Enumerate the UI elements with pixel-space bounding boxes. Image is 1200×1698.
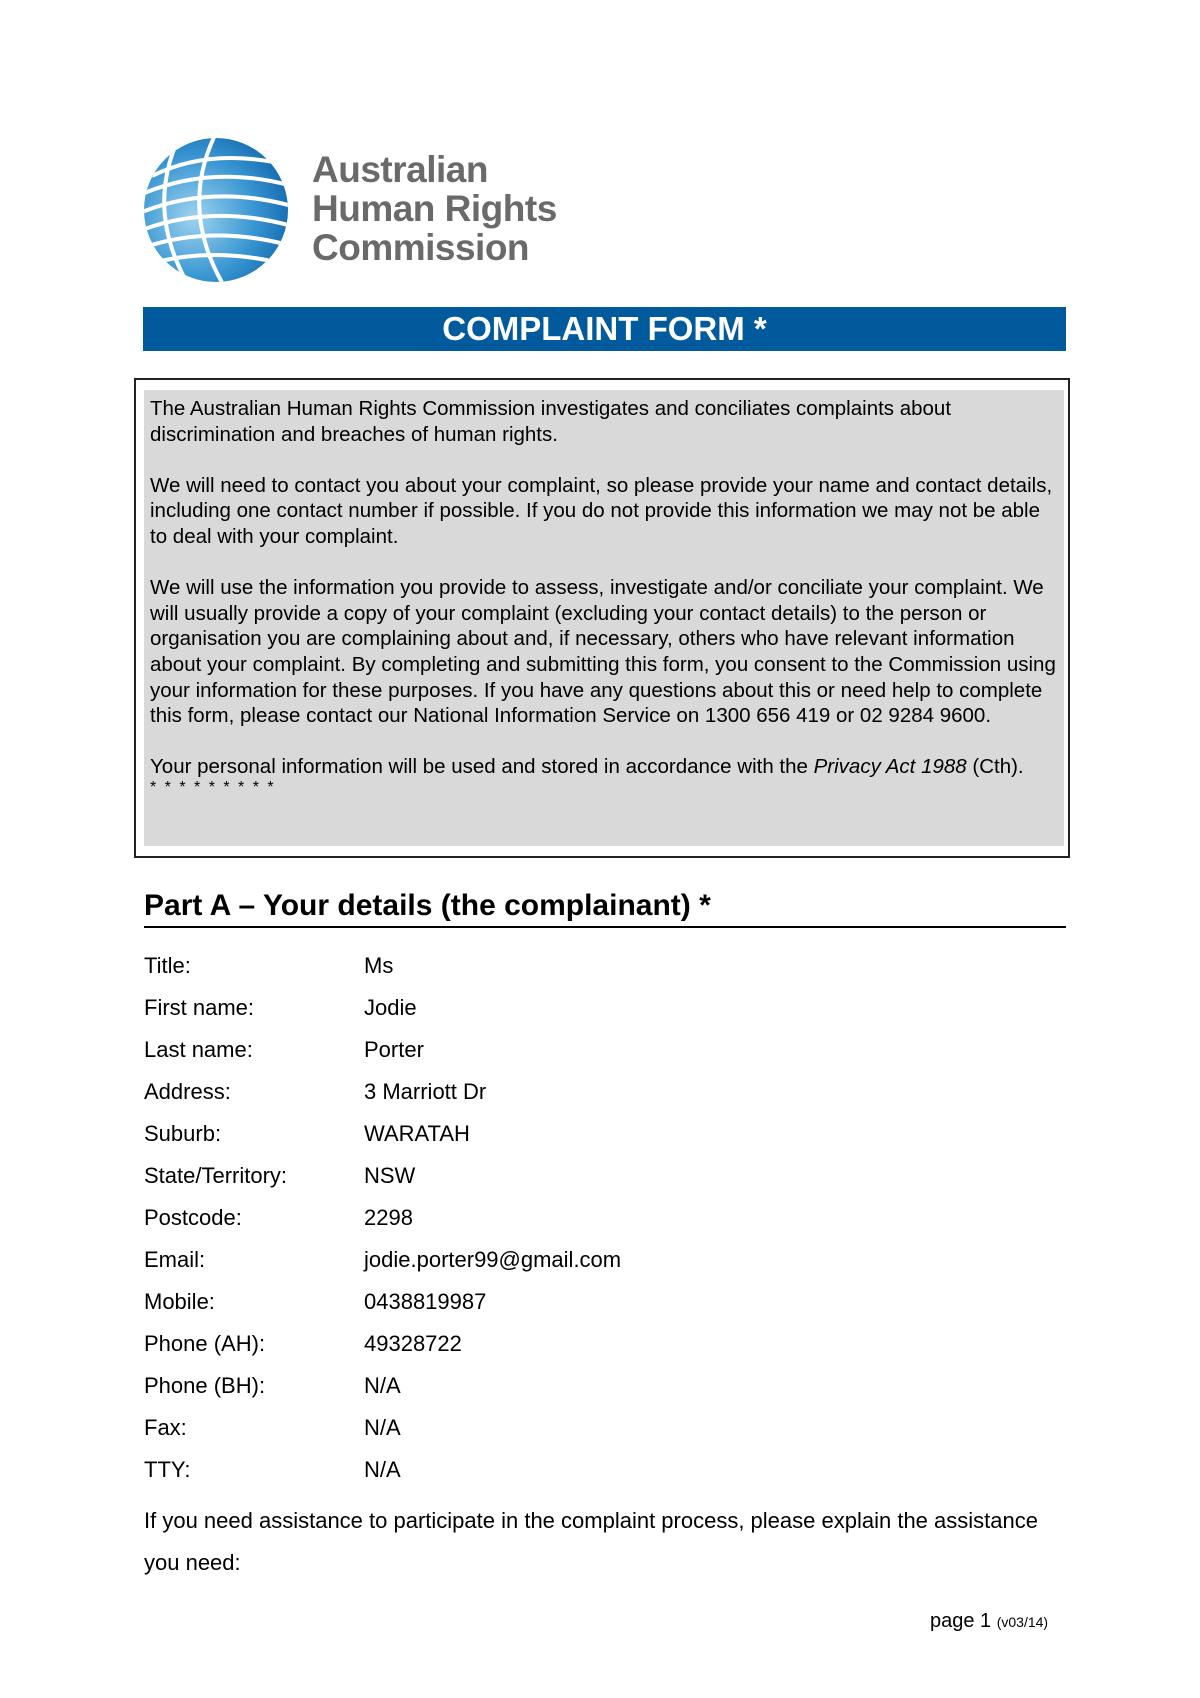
field-label: Phone (AH): (144, 1331, 266, 1356)
privacy-notice-content (144, 390, 1068, 846)
field-value: jodie.porter99@gmail.com (364, 1247, 622, 1272)
field-value: Ms (364, 953, 394, 978)
field-label: Address: (144, 1079, 231, 1104)
logo-wordmark (312, 150, 557, 267)
form-version: (v03/14) (996, 1614, 1049, 1630)
field-value: N/A (364, 1373, 401, 1398)
field-value: Jodie (364, 995, 417, 1020)
notice-stars: * * * * * * * * * (150, 778, 276, 796)
detail-row (144, 1203, 1066, 1245)
field-value: Porter (364, 1037, 424, 1062)
field-label: First name: (144, 995, 255, 1020)
assistance-prompt: If you need assistance to participate in the complaint process, please explain the assistance you need: (144, 1508, 1038, 1575)
detail-row (144, 1077, 1066, 1119)
notice-p4-before: Your personal information will be used and stored in accordance with the (150, 755, 814, 779)
privacy-notice-box (134, 378, 1070, 858)
complainant-details (144, 951, 1066, 1497)
field-label: TTY: (144, 1457, 191, 1482)
notice-paragraph-3: We will use the information you provide to assess, investigate and/or conciliate your complaint. We will usually provide a copy of your complaint (excluding your contact details) to the person or organisation you are complaining about and, if necessary, others who have relevant information about your complaint. By completing and submitting this form, you consent to the Commission using your information for these purposes. If you have any questions about this or need help to complete this form, please contact our National Information Service on 1300 656 419 or 02 9284 9600. (150, 576, 1056, 728)
detail-row (144, 1161, 1066, 1203)
page-label: page 1 (930, 1610, 992, 1632)
globe-logo-icon (142, 136, 290, 284)
field-label: Fax: (144, 1415, 187, 1440)
detail-row (144, 951, 1066, 993)
field-label: Phone (BH): (144, 1373, 266, 1398)
detail-row (144, 1245, 1066, 1287)
detail-row (144, 1371, 1066, 1413)
detail-row (144, 1035, 1066, 1077)
commission-logo (142, 136, 582, 286)
field-label: Email: (144, 1247, 206, 1272)
field-value: 2298 (364, 1205, 413, 1230)
part-a-heading: Part A – Your details (the complainant) * (144, 886, 1066, 928)
notice-paragraph-1: The Australian Human Rights Commission investigates and conciliates complaints about discrimination and breaches of human rights. (150, 397, 952, 446)
field-label: Postcode: (144, 1205, 242, 1230)
field-value: N/A (364, 1415, 401, 1440)
privacy-act-title: Privacy Act 1988 (813, 755, 967, 779)
form-title-banner: COMPLAINT FORM * (143, 307, 1066, 351)
field-label: Last name: (144, 1037, 253, 1062)
field-value: 3 Marriott Dr (364, 1079, 487, 1104)
notice-p4-after: (Cth). (966, 755, 1024, 779)
field-value: NSW (364, 1163, 416, 1188)
logo-line-1: Australian (312, 149, 488, 190)
detail-row (144, 1119, 1066, 1161)
field-value: WARATAH (364, 1121, 470, 1146)
field-value: 49328722 (364, 1331, 462, 1356)
detail-row (144, 1287, 1066, 1329)
page-number (930, 1610, 1048, 1633)
detail-row (144, 1413, 1066, 1455)
notice-paragraph-4 (150, 754, 1058, 780)
field-label: Mobile: (144, 1289, 215, 1314)
logo-line-3: Commission (312, 227, 530, 268)
field-value: N/A (364, 1457, 401, 1482)
detail-row (144, 993, 1066, 1035)
field-label: Suburb: (144, 1121, 222, 1146)
detail-row (144, 1455, 1066, 1497)
detail-row (144, 1329, 1066, 1371)
logo-line-2: Human Rights (312, 188, 557, 229)
field-value: 0438819987 (364, 1289, 487, 1314)
field-label: Title: (144, 953, 191, 978)
field-label: State/Territory: (144, 1163, 288, 1188)
notice-paragraph-2: We will need to contact you about your complaint, so please provide your name and contact details, including one contact number if possible. If you do not provide this information we may not be able to deal with your complaint. (150, 473, 1053, 548)
